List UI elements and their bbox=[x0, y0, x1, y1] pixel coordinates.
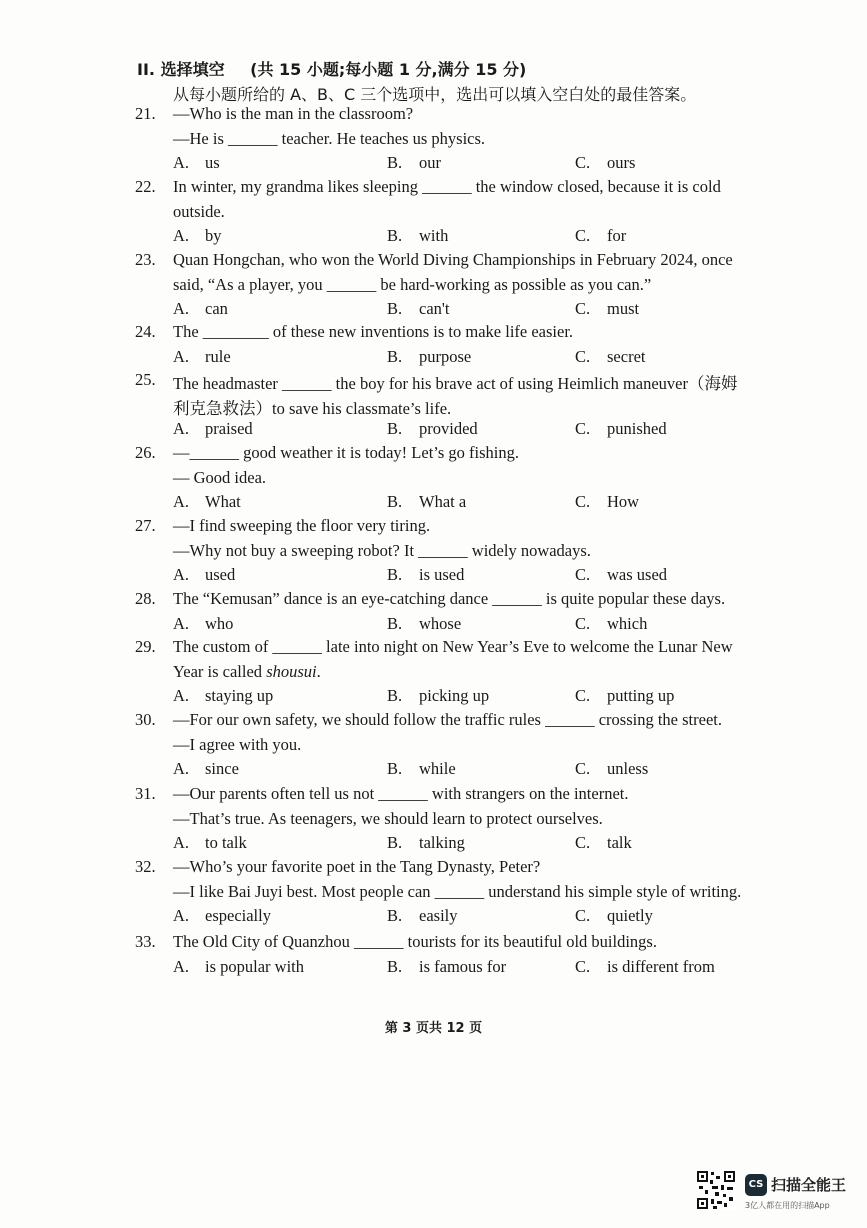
question-text bbox=[173, 784, 629, 804]
question-line bbox=[0, 129, 867, 154]
option-row bbox=[0, 759, 867, 784]
question-text-segment: —Our parents often tell us not ______ with strangers on the internet. bbox=[173, 784, 629, 803]
question-line bbox=[0, 882, 867, 907]
option-text: must bbox=[607, 299, 640, 318]
option-b bbox=[387, 347, 471, 367]
scanner-app-tagline: 3亿人都在用的扫描App bbox=[745, 1201, 830, 1210]
question-item bbox=[0, 589, 867, 638]
question-text bbox=[173, 932, 657, 952]
option-letter: B. bbox=[387, 686, 403, 705]
question-text-segment: —Who is the man in the classroom? bbox=[173, 104, 414, 123]
question-line bbox=[0, 250, 867, 275]
question-text bbox=[173, 637, 733, 657]
question-line bbox=[0, 275, 867, 300]
option-c bbox=[575, 565, 667, 585]
option-text: to talk bbox=[205, 833, 247, 852]
question-text bbox=[173, 250, 733, 270]
option-a bbox=[173, 419, 253, 439]
option-letter: B. bbox=[387, 613, 403, 633]
option-row bbox=[0, 153, 867, 178]
qr-code-icon bbox=[696, 1170, 736, 1210]
question-line bbox=[0, 857, 867, 882]
question-line bbox=[0, 710, 867, 735]
option-c bbox=[575, 492, 639, 512]
question-line bbox=[0, 322, 867, 347]
option-letter: B. bbox=[387, 492, 403, 511]
option-c bbox=[575, 419, 667, 439]
section-number: II. bbox=[137, 60, 155, 79]
option-b bbox=[387, 299, 449, 319]
question-text-segment: —______ good weather it is today! Let’s go fishing. bbox=[173, 443, 519, 462]
option-a bbox=[173, 759, 239, 779]
question-line bbox=[0, 177, 867, 202]
option-b bbox=[387, 226, 448, 246]
option-text: putting up bbox=[607, 686, 675, 705]
option-row bbox=[0, 833, 867, 858]
option-letter: C. bbox=[575, 346, 591, 366]
question-text bbox=[173, 202, 225, 222]
option-letter: B. bbox=[387, 419, 403, 438]
question-line bbox=[0, 932, 867, 957]
option-letter: A. bbox=[173, 906, 190, 925]
option-b bbox=[387, 153, 441, 173]
option-letter: B. bbox=[387, 346, 403, 366]
section-header bbox=[137, 57, 526, 80]
option-letter: B. bbox=[387, 226, 403, 245]
option-c bbox=[575, 759, 648, 779]
question-line bbox=[0, 104, 867, 129]
option-c bbox=[575, 686, 674, 706]
option-text: by bbox=[205, 226, 222, 245]
camscanner-logo-icon: CS bbox=[745, 1174, 767, 1196]
option-text: used bbox=[205, 565, 236, 584]
option-letter: A. bbox=[173, 833, 190, 852]
option-letter: A. bbox=[173, 226, 190, 245]
question-line bbox=[0, 589, 867, 614]
option-letter: B. bbox=[387, 299, 403, 318]
section-instruction: 从每小题所给的 A、B、C 三个选项中，选出可以填入空白处的最佳答案。 bbox=[173, 85, 697, 104]
option-text: rule bbox=[205, 346, 231, 366]
option-a bbox=[173, 833, 247, 853]
question-item bbox=[0, 932, 867, 981]
option-row bbox=[0, 492, 867, 517]
question-line bbox=[0, 443, 867, 468]
option-text: since bbox=[205, 759, 239, 778]
option-letter: C. bbox=[575, 419, 591, 438]
option-text: while bbox=[419, 759, 456, 778]
question-text-segment: The Old City of Quanzhou ______ tourists for its beautiful old buildings. bbox=[173, 932, 657, 951]
question-line bbox=[0, 784, 867, 809]
question-number: 22. bbox=[135, 177, 156, 196]
option-b bbox=[387, 614, 461, 634]
option-text: is famous for bbox=[419, 956, 507, 976]
option-text: especially bbox=[205, 906, 271, 925]
option-text: ours bbox=[607, 153, 636, 172]
option-text: staying up bbox=[205, 686, 274, 705]
question-text-segment: Quan Hongchan, who won the World Diving Championships in February 2024, once bbox=[173, 250, 733, 269]
question-text bbox=[173, 370, 738, 394]
question-text bbox=[173, 516, 430, 536]
question-text bbox=[173, 710, 722, 730]
option-text: purpose bbox=[419, 346, 472, 366]
option-text: for bbox=[607, 226, 627, 245]
question-item bbox=[0, 710, 867, 784]
option-letter: A. bbox=[173, 153, 190, 172]
option-c bbox=[575, 906, 653, 926]
option-text: How bbox=[607, 492, 640, 511]
option-b bbox=[387, 957, 506, 977]
question-text-segment: — Good idea. bbox=[173, 467, 267, 487]
question-line bbox=[0, 468, 867, 493]
question-line bbox=[0, 662, 867, 687]
question-text bbox=[173, 104, 413, 124]
question-number: 30. bbox=[135, 710, 156, 729]
question-text bbox=[173, 589, 725, 609]
option-row bbox=[0, 957, 867, 982]
option-text: is popular with bbox=[205, 956, 304, 976]
question-item bbox=[0, 857, 867, 931]
option-row bbox=[0, 686, 867, 711]
scanner-app-name: 扫描全能王 bbox=[771, 1176, 847, 1194]
question-text bbox=[173, 857, 540, 877]
question-text-segment: —He is ______ teacher. He teaches us physics. bbox=[173, 128, 486, 148]
option-letter: C. bbox=[575, 906, 591, 925]
question-text-segment: The custom of ______ late into night on New Year’s Eve to welcome the Lunar New bbox=[173, 637, 733, 656]
option-text: praised bbox=[205, 419, 253, 438]
question-item bbox=[0, 443, 867, 517]
question-text-segment: In winter, my grandma likes sleeping ______ the window closed, because it is cold bbox=[173, 177, 721, 196]
question-text-segment: The “Kemusan” dance is an eye-catching dance ______ is quite popular these days. bbox=[173, 589, 726, 608]
option-text: is used bbox=[419, 565, 465, 584]
option-text: who bbox=[205, 613, 234, 633]
option-row bbox=[0, 299, 867, 324]
question-text-segment: —Who’s your favorite poet in the Tang Dynasty, Peter? bbox=[173, 857, 541, 876]
question-number: 33. bbox=[135, 932, 156, 951]
question-text bbox=[173, 662, 321, 682]
option-c bbox=[575, 347, 645, 367]
question-line bbox=[0, 735, 867, 760]
question-number: 32. bbox=[135, 857, 156, 876]
question-number: 26. bbox=[135, 443, 156, 462]
option-row bbox=[0, 347, 867, 372]
question-line bbox=[0, 637, 867, 662]
question-number: 24. bbox=[135, 322, 156, 341]
question-number: 23. bbox=[135, 250, 156, 269]
option-b bbox=[387, 419, 478, 439]
option-letter: A. bbox=[173, 759, 190, 778]
option-a bbox=[173, 614, 233, 634]
question-line bbox=[0, 202, 867, 227]
question-text bbox=[173, 443, 519, 463]
option-text: quietly bbox=[607, 906, 653, 925]
option-letter: C. bbox=[575, 565, 591, 584]
option-letter: A. bbox=[173, 956, 190, 976]
option-letter: B. bbox=[387, 153, 403, 172]
option-letter: A. bbox=[173, 565, 190, 584]
option-c bbox=[575, 299, 639, 319]
question-text-segment: —Why not buy a sweeping robot? It ______ widely nowadays. bbox=[173, 540, 591, 560]
question-text-segment: The headmaster ______ the boy for his brave act of using Heimlich maneuver（海姆 bbox=[173, 374, 738, 393]
option-letter: B. bbox=[387, 565, 403, 584]
question-text-segment: —I like Bai Juyi best. Most people can ______ understand his simple style of writing. bbox=[173, 881, 742, 901]
option-c bbox=[575, 153, 635, 173]
option-letter: C. bbox=[575, 299, 591, 318]
option-letter: C. bbox=[575, 833, 591, 852]
option-letter: B. bbox=[387, 759, 403, 778]
question-text bbox=[173, 882, 741, 902]
question-number: 21. bbox=[135, 104, 156, 123]
option-letter: A. bbox=[173, 686, 190, 705]
option-a bbox=[173, 153, 220, 173]
question-text-tail: . bbox=[316, 661, 321, 681]
question-text-segment: said, “As a player, you ______ be hard-working as possible as you can.” bbox=[173, 274, 652, 294]
question-line bbox=[0, 370, 867, 395]
option-c bbox=[575, 226, 626, 246]
question-text-segment: —I agree with you. bbox=[173, 734, 302, 754]
option-text: What bbox=[205, 492, 241, 511]
option-c bbox=[575, 833, 632, 853]
option-c bbox=[575, 957, 715, 977]
option-letter: A. bbox=[173, 299, 190, 318]
option-text: picking up bbox=[419, 686, 490, 705]
question-line bbox=[0, 395, 867, 420]
section-scoring: (共 15 小题;每小题 1 分,满分 15 分) bbox=[250, 60, 527, 79]
question-text bbox=[173, 395, 451, 419]
question-text bbox=[173, 735, 301, 755]
option-a bbox=[173, 957, 304, 977]
option-text: provided bbox=[419, 419, 478, 438]
option-letter: C. bbox=[575, 686, 591, 705]
option-letter: C. bbox=[575, 153, 591, 172]
question-text-segment: Year is called bbox=[173, 661, 263, 681]
option-text: What a bbox=[419, 492, 467, 511]
option-text: us bbox=[205, 153, 220, 172]
option-text: which bbox=[607, 613, 648, 633]
option-letter: C. bbox=[575, 226, 591, 245]
option-text: easily bbox=[419, 906, 458, 925]
option-b bbox=[387, 906, 458, 926]
option-letter: A. bbox=[173, 613, 190, 633]
option-letter: A. bbox=[173, 346, 190, 366]
option-a bbox=[173, 347, 231, 367]
option-letter: B. bbox=[387, 906, 403, 925]
question-text-segment: outside. bbox=[173, 201, 225, 221]
option-a bbox=[173, 299, 228, 319]
question-number: 25. bbox=[135, 370, 156, 389]
question-text bbox=[173, 541, 591, 561]
option-letter: C. bbox=[575, 492, 591, 511]
option-a bbox=[173, 492, 241, 512]
question-line bbox=[0, 809, 867, 834]
question-text-segment: —That’s true. As teenagers, we should learn to protect ourselves. bbox=[173, 808, 603, 828]
question-text bbox=[173, 809, 603, 829]
question-text-segment: —I find sweeping the floor very tiring. bbox=[173, 516, 431, 535]
option-text: whose bbox=[419, 613, 462, 633]
question-line bbox=[0, 541, 867, 566]
question-item bbox=[0, 637, 867, 711]
option-text: with bbox=[419, 226, 449, 245]
option-a bbox=[173, 565, 235, 585]
section-title: 选择填空 bbox=[160, 60, 225, 79]
question-text bbox=[173, 468, 266, 488]
question-item bbox=[0, 516, 867, 590]
option-row bbox=[0, 419, 867, 444]
question-item bbox=[0, 104, 867, 178]
option-letter: C. bbox=[575, 759, 591, 778]
question-text-segment: —For our own safety, we should follow the traffic rules ______ crossing the street. bbox=[173, 710, 722, 729]
option-letter: C. bbox=[575, 613, 591, 633]
question-text bbox=[173, 275, 651, 295]
option-text: can't bbox=[419, 299, 450, 318]
question-item bbox=[0, 370, 867, 444]
option-text: secret bbox=[607, 346, 646, 366]
question-item bbox=[0, 250, 867, 324]
option-text: is different from bbox=[607, 956, 715, 976]
question-number: 28. bbox=[135, 589, 156, 608]
question-text bbox=[173, 322, 573, 342]
option-letter: C. bbox=[575, 956, 591, 976]
option-letter: A. bbox=[173, 492, 190, 511]
question-number: 31. bbox=[135, 784, 156, 803]
option-b bbox=[387, 565, 464, 585]
option-b bbox=[387, 492, 466, 512]
option-a bbox=[173, 906, 271, 926]
question-item bbox=[0, 322, 867, 371]
page-number: 第 3 页共 12 页 bbox=[384, 1021, 483, 1036]
option-text: punished bbox=[607, 419, 667, 438]
question-line bbox=[0, 516, 867, 541]
option-b bbox=[387, 833, 465, 853]
question-text-segment: The ________ of these new inventions is to make life easier. bbox=[173, 322, 574, 341]
option-row bbox=[0, 906, 867, 931]
question-item bbox=[0, 784, 867, 858]
question-number: 29. bbox=[135, 637, 156, 656]
option-a bbox=[173, 226, 222, 246]
option-a bbox=[173, 686, 273, 706]
question-number: 27. bbox=[135, 516, 156, 535]
italic-term: shousui bbox=[266, 661, 317, 681]
option-row bbox=[0, 226, 867, 251]
option-text: talking bbox=[419, 833, 465, 852]
option-c bbox=[575, 614, 647, 634]
question-item bbox=[0, 177, 867, 251]
option-b bbox=[387, 759, 456, 779]
option-text: talk bbox=[607, 833, 632, 852]
option-text: unless bbox=[607, 759, 649, 778]
option-row bbox=[0, 565, 867, 590]
option-text: our bbox=[419, 153, 441, 172]
option-b bbox=[387, 686, 489, 706]
question-text-segment: 利克急救法）to save his classmate’s life. bbox=[173, 398, 452, 418]
option-text: was used bbox=[607, 565, 668, 584]
option-letter: B. bbox=[387, 956, 403, 976]
option-row bbox=[0, 614, 867, 639]
question-text bbox=[173, 129, 485, 149]
option-text: can bbox=[205, 299, 228, 318]
question-text bbox=[173, 177, 721, 197]
option-letter: A. bbox=[173, 419, 190, 438]
option-letter: B. bbox=[387, 833, 403, 852]
